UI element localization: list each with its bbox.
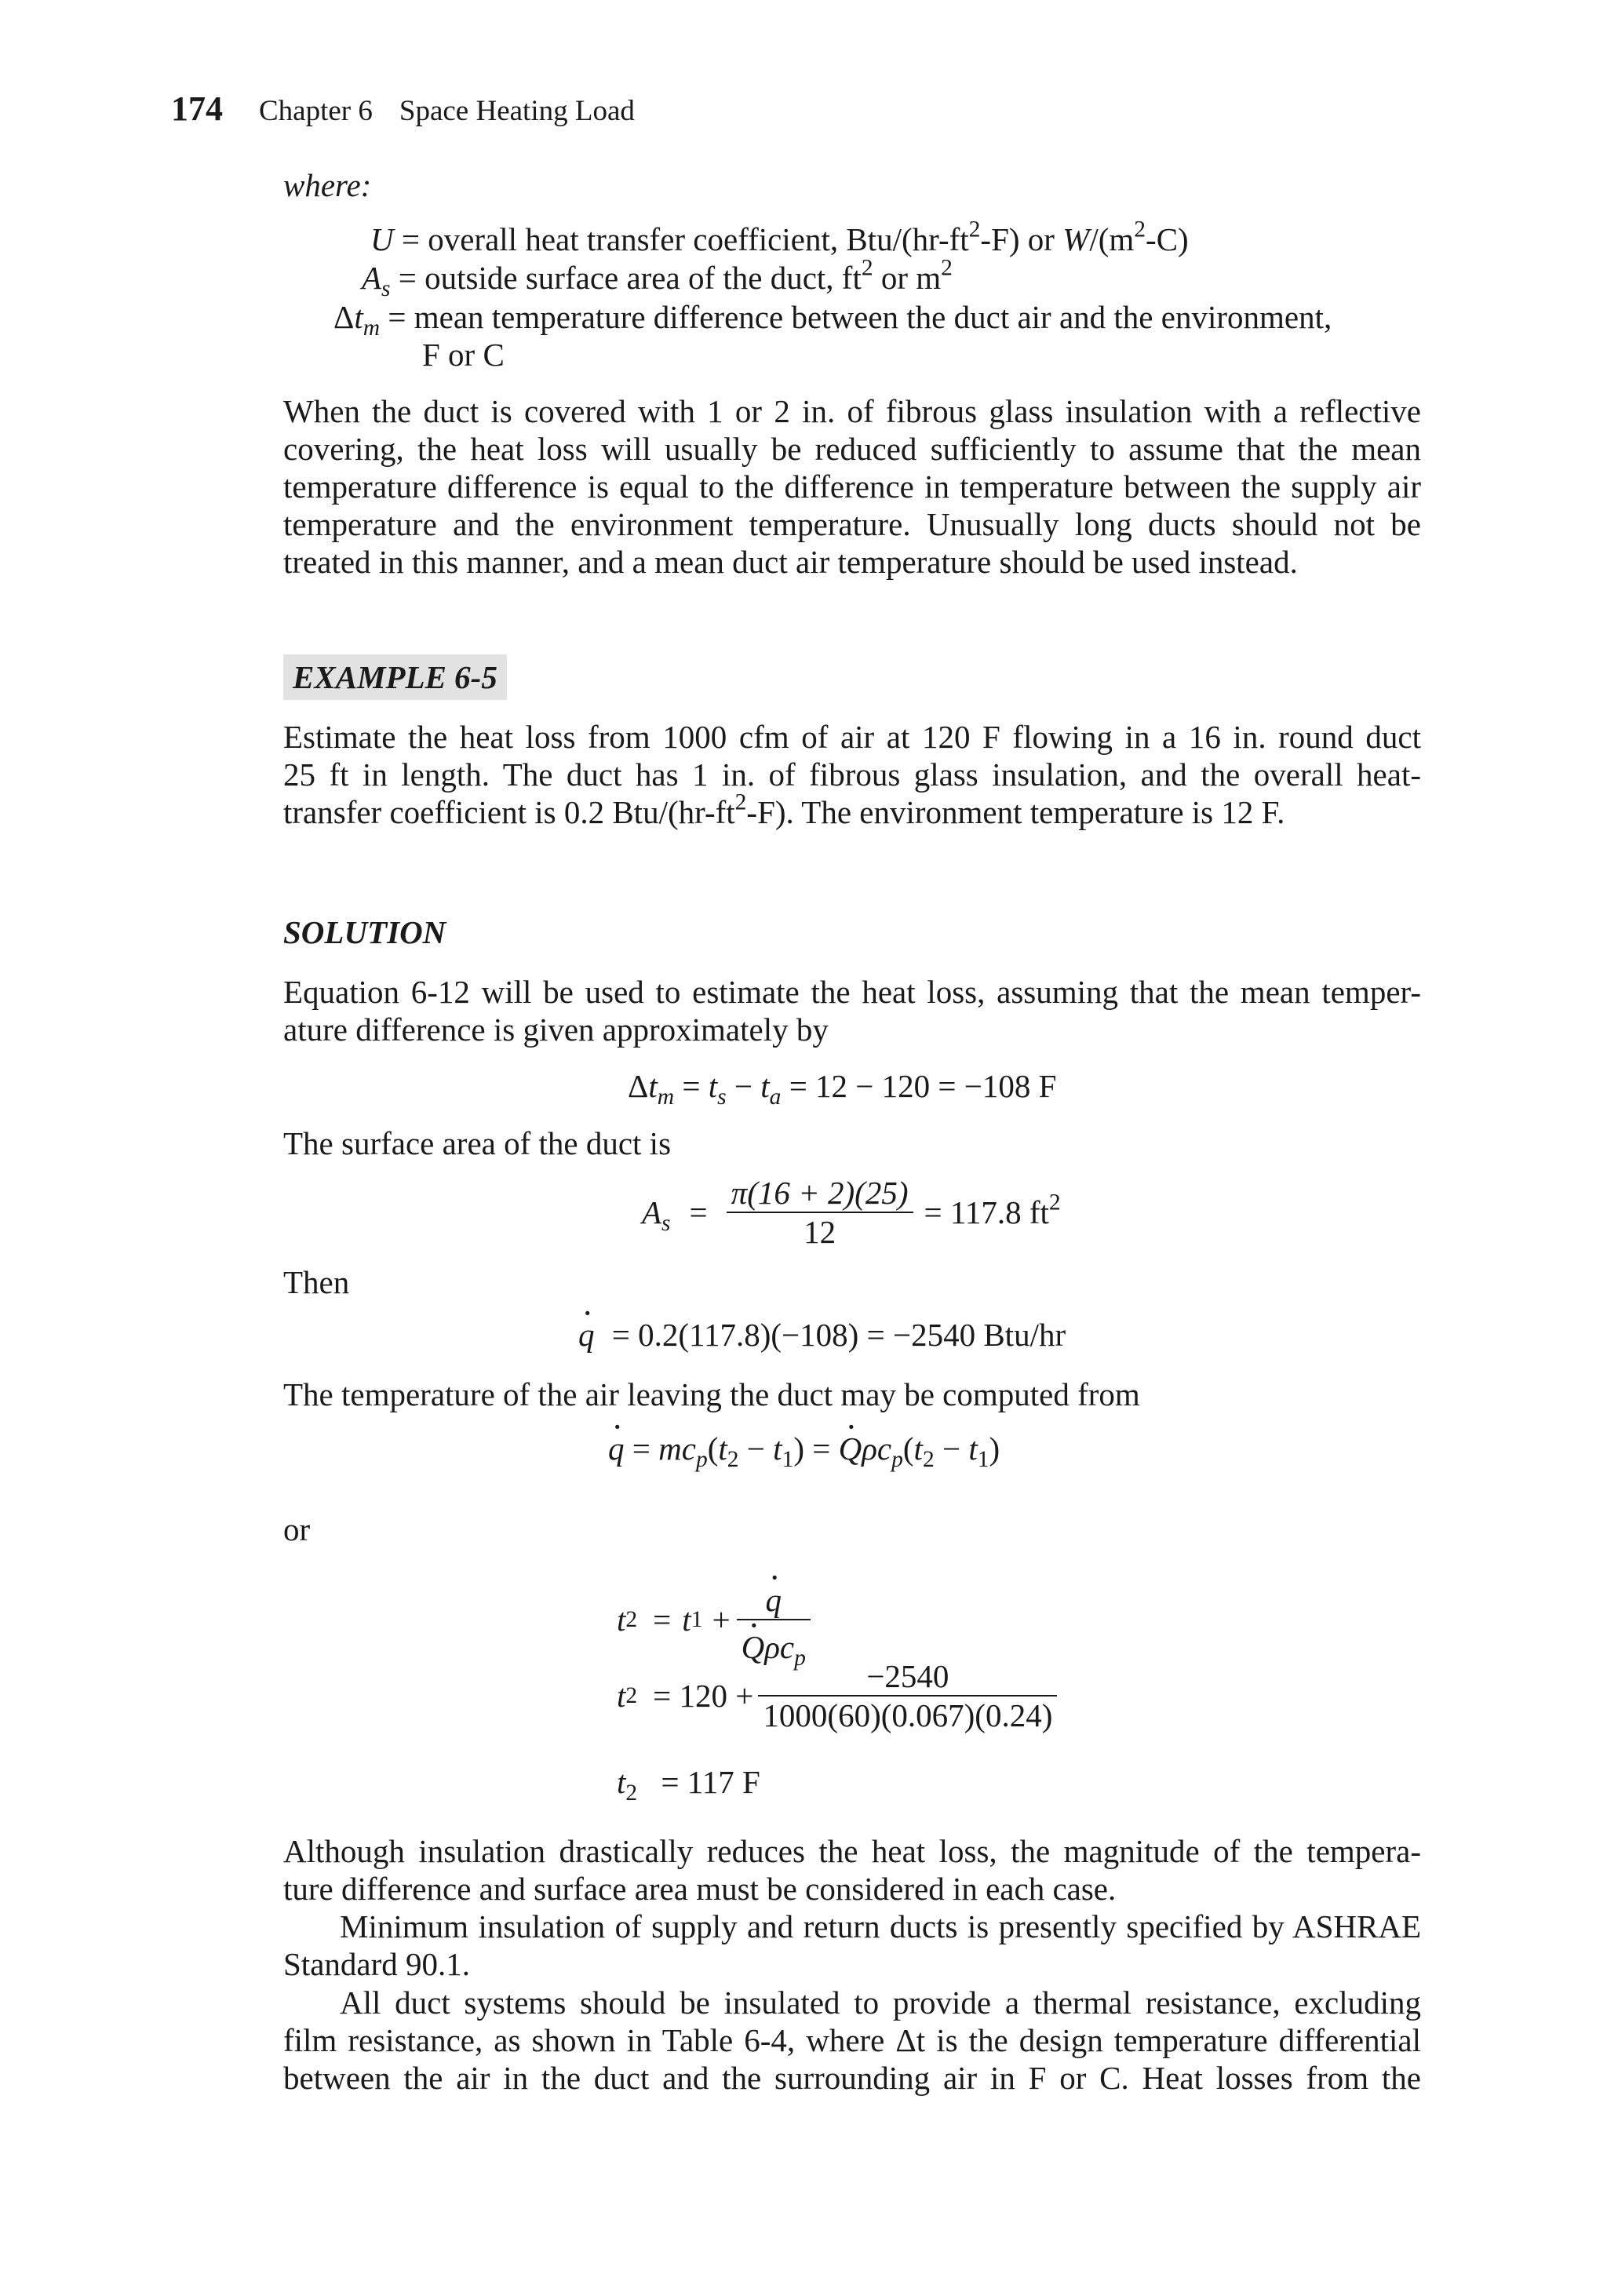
text-line: treated in this manner, and a mean duct air temperature should be used instead.: [283, 544, 1298, 580]
text-line: 25 ft in length. The duct has 1 in. of fibrous glass insulation, and the overall heat-: [283, 756, 1421, 793]
text-line: between the air in the duct and the surrounding air in F or C. Heat losses from the: [283, 2060, 1421, 2096]
equation-value: = 12 − 120 = −108 F: [789, 1068, 1057, 1104]
heat-loss-value: = 0.2(117.8)(−108) = −2540 Btu/hr: [611, 1317, 1066, 1353]
equation-t2-general: t 2 = t 1 + · q · Qρc$_p$: [617, 1573, 811, 1666]
paragraph-ashrae: [283, 1908, 1421, 1983]
text-line: film resistance, as shown in Table 6-4, where Δt is the design temperature differential: [283, 2022, 1421, 2058]
fraction-denominator: 12: [804, 1214, 836, 1250]
t2-result: = 117 F: [661, 1764, 760, 1800]
fraction-numeric: [758, 1657, 1057, 1734]
temperature-text: The temperature of the air leaving the duct may be computed from: [283, 1376, 1140, 1412]
example-heading-text: EXAMPLE 6-5: [293, 659, 497, 695]
example-text: [283, 718, 1421, 831]
text-line: When the duct is covered with 1 or 2 in. of fibrous glass insulation with a reflective: [283, 393, 1421, 429]
text-line: Equation 6-12 will be used to estimate the heat loss, assuming that the mean temper-: [283, 974, 1421, 1010]
text-line: Estimate the heat loss from 1000 cfm of air at 120 F flowing in a 16 in. round duct: [283, 719, 1421, 755]
definition-as: $A_s$ = outside surface area of the duct, $ft^2$ or $m^2$: [362, 255, 953, 301]
text-line: covering, the heat loss will usually be reduced sufficiently to assume that the mean: [283, 431, 1421, 467]
definition-u: U = overall heat transfer coefficient, Btu/$(hr-ft^2-F)$ or $W/(m^2-C)$: [370, 217, 1189, 257]
equation-heat-loss: · q = 0.2(117.8)(−108) = −2540 Btu/hr: [578, 1316, 1066, 1354]
equation-delta-tm: $\Delta t_m = t_s - t_a = 12 - 120 = -108$ F: [628, 1068, 1057, 1110]
where-label: where:: [283, 167, 372, 203]
example-heading: [283, 654, 507, 700]
then-label: Then: [283, 1264, 350, 1300]
chapter-label: Chapter 6: [259, 95, 373, 127]
fraction-denominator: 1000(60)(0.067)(0.24): [763, 1697, 1053, 1733]
text-line: ture difference and surface area must be considered in each case.: [283, 1871, 1117, 1907]
chapter-title: Space Heating Load: [399, 95, 635, 127]
fraction-area: [727, 1174, 913, 1251]
fraction-numerator: · q: [760, 1581, 786, 1619]
equation-t2-result: $t_2 = 117$ F: [617, 1764, 760, 1806]
paragraph-insulation: [283, 1832, 1421, 1908]
text-line: All duct systems should be insulated to provide a thermal resistance, excluding: [340, 1984, 1421, 2021]
solution-intro: [283, 973, 1421, 1048]
paragraph-intro: [283, 392, 1421, 581]
t2-numeric-lhs: = 120 +: [653, 1678, 754, 1714]
equation-energy-balance: · $q = mc_p(t_2 - t_1)$ = · $Q\rho c_p(t_2 - t_1)$: [608, 1430, 1000, 1467]
fraction-numerator: π(16 + 2)(25): [731, 1175, 909, 1211]
paragraph-duct-systems: [283, 1984, 1421, 2097]
page-header: [171, 89, 635, 129]
text-line: Although insulation drastically reduces the heat loss, the magnitude of the tempera-: [283, 1833, 1421, 1869]
text-line: Minimum insulation of supply and return ducts is presently specified by ASHRAE: [340, 1908, 1421, 1944]
definition-units: F or C: [422, 337, 505, 373]
text-line: Standard 90.1.: [283, 1946, 470, 1982]
or-label: or: [283, 1511, 311, 1547]
page-number: 174: [171, 89, 223, 128]
equation-t2-numeric: t 2 = 120 + $\frac{-2540}{1000(60)(0.067)(0.24)}$: [617, 1657, 1057, 1734]
surface-area-text: The surface area of the duct is: [283, 1125, 672, 1161]
text-line: temperature and the environment temperature. Unusually long ducts should not be: [283, 506, 1421, 542]
solution-heading: SOLUTION: [283, 914, 446, 950]
text-line: transfer coefficient is 0.2 Btu/$(hr-ft^2-F)$. The environment temperature is 12 F.: [283, 789, 1285, 830]
fraction-numerator: −2540: [866, 1658, 949, 1694]
definition-dtm: $\Delta t_m$ = mean temperature difference between the duct air and the environment,: [333, 299, 1332, 341]
fraction-denominator: · Qρc$_p$: [737, 1628, 811, 1666]
text-line: temperature difference is equal to the difference in temperature between the supply air: [283, 468, 1421, 505]
text-line: ature difference is given approximately by: [283, 1011, 829, 1048]
fraction-general: [737, 1573, 811, 1671]
equation-surface-area: $A_s$ = $\frac{\pi(16 + 2)(25)}{12}$ = 117.8 $ft^2$: [642, 1175, 1061, 1250]
